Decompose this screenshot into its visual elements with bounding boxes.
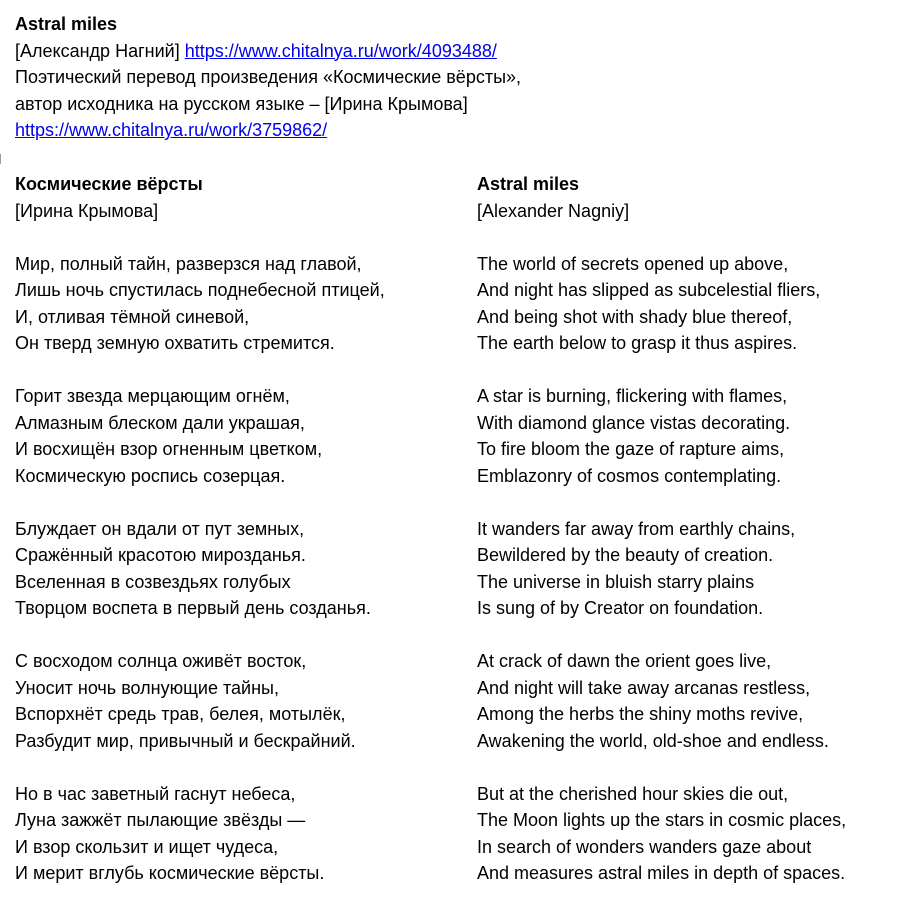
poem-line: Но в час заветный гаснут небеса, (15, 783, 296, 804)
poem-line: Горит звезда мерцающим огнём, (15, 386, 290, 406)
poem-line: Он тверд земную охватить стремится. (15, 333, 335, 353)
poem-line: И восхищён взор огненным цветком, (15, 439, 323, 459)
poem-line: The world of secrets opened up above, (477, 253, 789, 274)
poem-line: Лишь ночь спустилась поднебесной птицей, (15, 280, 385, 300)
translation-poem-column (477, 171, 903, 887)
poem-line: Блуждает он вдали от пут земных, (15, 518, 305, 539)
stanza (15, 516, 445, 622)
poem-line: And being shot with shady blue thereof, (477, 306, 793, 327)
stanza (15, 383, 445, 489)
stanza (15, 781, 445, 887)
document-title: Astral miles (15, 14, 118, 34)
translation-link[interactable]: https://www.chitalnya.ru/work/4093488/ (184, 40, 497, 61)
source-link-line (15, 117, 895, 144)
stanza (477, 251, 903, 357)
poem-line: Луна зажжёт пылающие звёзды — (15, 810, 306, 830)
translation-author: [Alexander Nagniy] (477, 200, 630, 221)
poem-line: The Moon lights up the stars in cosmic places, (477, 810, 847, 830)
poem-line: In search of wonders wanders gaze about (477, 836, 812, 857)
poem-line: At crack of dawn the orient goes live, (477, 651, 772, 671)
original-author: [Ирина Крымова] (15, 200, 159, 221)
description-line-2: автор исходника на русском языке – [Ирина Крымова] (15, 93, 468, 114)
poem-line: And measures astral miles in depth of spaces. (477, 863, 846, 883)
poem-line: But at the cherished hour skies die out, (477, 783, 789, 804)
poem-line: Awakening the world, old-shoe and endless. (477, 730, 829, 751)
poem-line: И, отливая тёмной синевой, (15, 306, 250, 327)
poem-line: The universe in bluish starry plains (477, 571, 755, 592)
paragraph-marker-icon (0, 154, 4, 164)
poem-line: Мир, полный тайн, разверзся над главой, (15, 253, 362, 274)
poem-line: Разбудит мир, привычный и бескрайний. (15, 730, 356, 751)
poem-line: Творцом воспета в первый день созданья. (15, 598, 371, 618)
original-stanzas (15, 251, 445, 887)
stanza (15, 251, 445, 357)
poem-line: And night has slipped as subcelestial fliers, (477, 280, 821, 300)
poem-line: Сражённый красотою мирозданья. (15, 545, 306, 565)
poem-line: A star is burning, flickering with flames, (477, 386, 788, 406)
stanza (477, 648, 903, 754)
poem-line: Вселенная в созвездьях голубых (15, 571, 291, 592)
translator-credit: [Александр Нагний] (15, 40, 180, 61)
poem-line: The earth below to grasp it thus aspires. (477, 333, 798, 353)
poem-line: And night will take away arcanas restless, (477, 677, 811, 698)
poem-line: Вспорхнёт средь трав, белея, мотылёк, (15, 704, 346, 724)
translation-stanzas (477, 251, 903, 887)
original-title: Космические вёрсты (15, 174, 203, 194)
stanza (477, 516, 903, 622)
document-header (15, 11, 895, 144)
poem-line: Уносит ночь волнующие тайны, (15, 677, 279, 698)
poem-line: И мерит вглубь космические вёрсты. (15, 863, 325, 883)
stanza (477, 383, 903, 489)
poem-line: Among the herbs the shiny moths revive, (477, 704, 804, 724)
stanza (477, 781, 903, 887)
stanza (15, 648, 445, 754)
poem-line: It wanders far away from earthly chains, (477, 518, 796, 539)
poem-line: Алмазным блеском дали украшая, (15, 412, 305, 433)
poem-line: Emblazonry of cosmos contemplating. (477, 465, 782, 486)
description-line-1: Поэтический перевод произведения «Космические вёрсты», (15, 67, 522, 87)
source-link[interactable]: https://www.chitalnya.ru/work/3759862/ (15, 120, 328, 140)
poem-line: With diamond glance vistas decorating. (477, 412, 791, 433)
poem-line: И взор скользит и ищет чудеса, (15, 836, 279, 857)
translation-title: Astral miles (477, 174, 580, 194)
credit-line (15, 38, 895, 65)
poem-line: Is sung of by Creator on foundation. (477, 598, 764, 618)
poem-line: С восходом солнца оживёт восток, (15, 651, 307, 671)
poem-line: Bewildered by the beauty of creation. (477, 545, 774, 565)
poem-line: Космическую роспись созерцая. (15, 465, 286, 486)
original-poem-column (15, 171, 445, 887)
poem-line: To fire bloom the gaze of rapture aims, (477, 439, 785, 459)
